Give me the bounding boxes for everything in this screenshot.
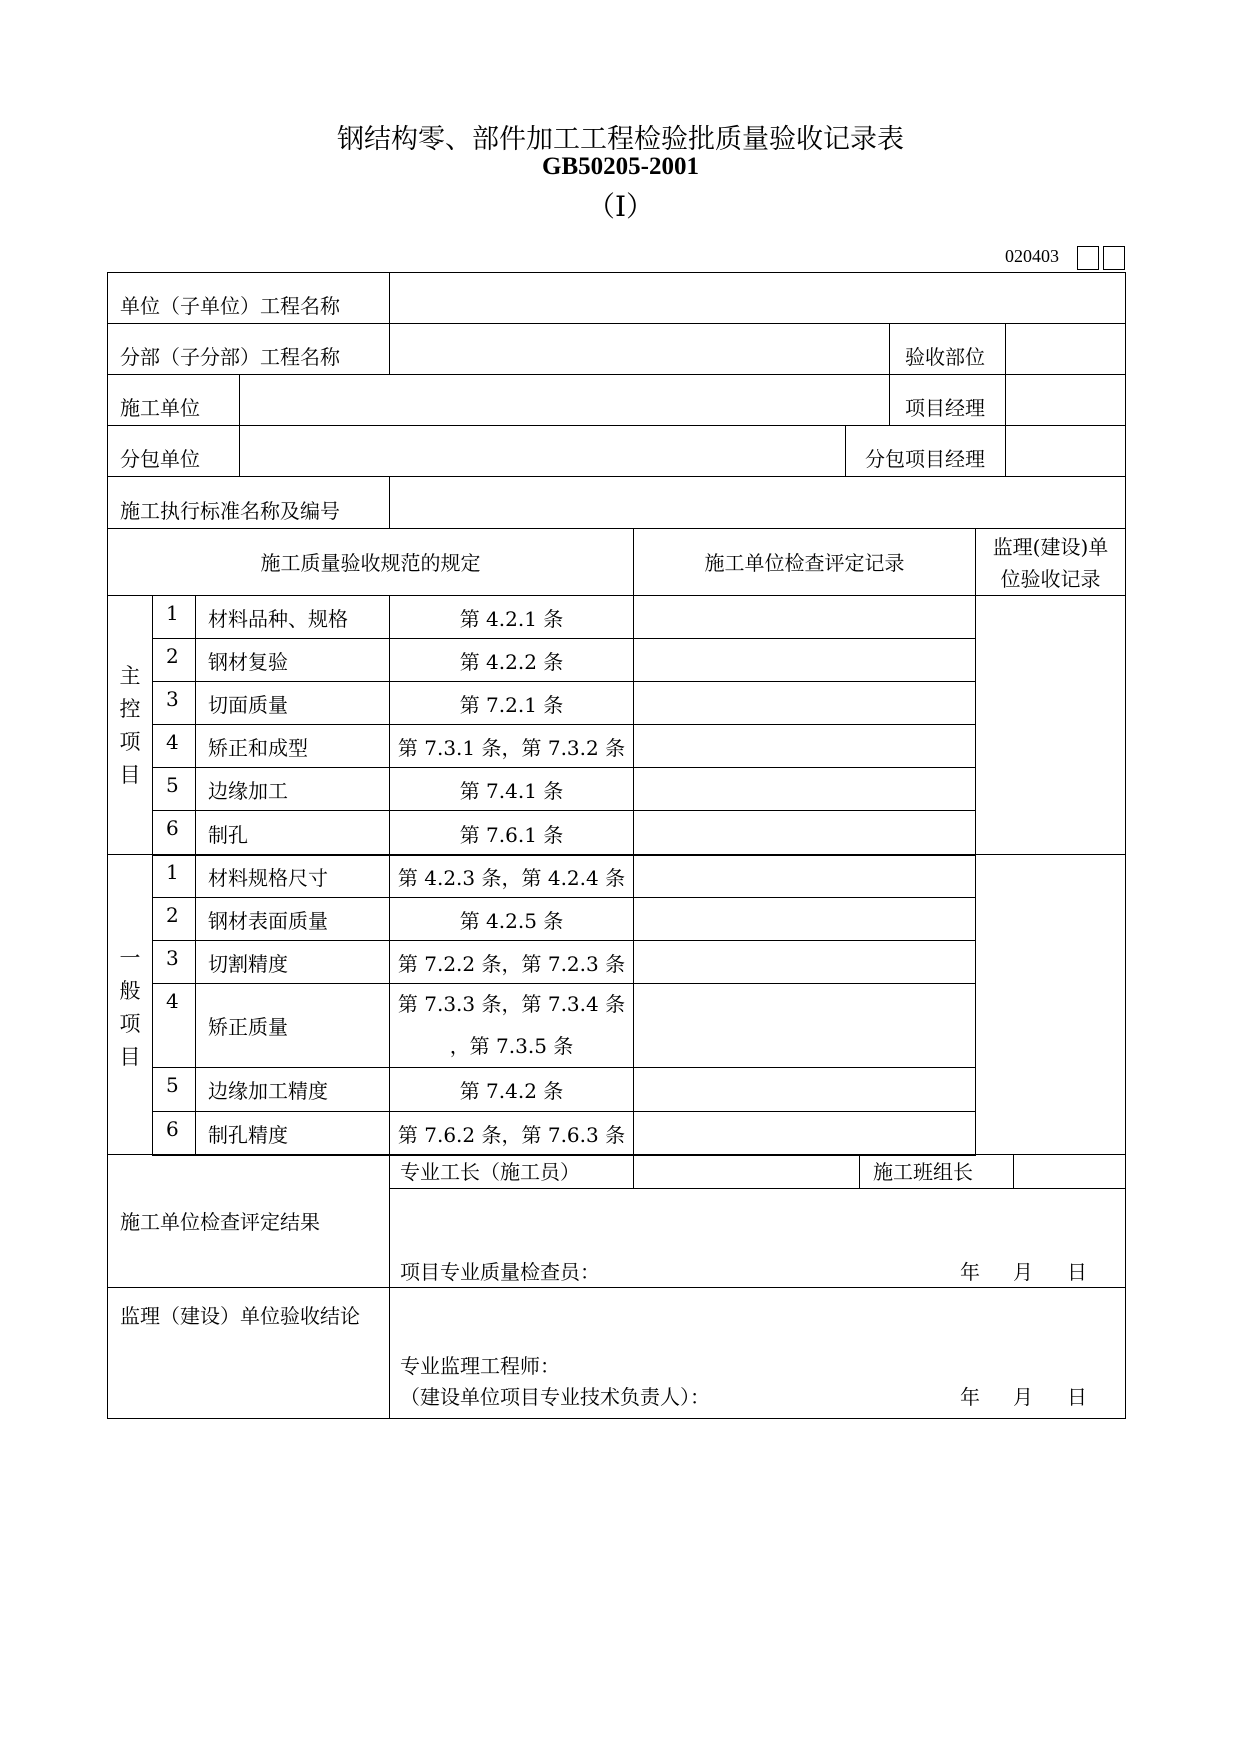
sub-project-label: 分部（子分部）工程名称	[120, 345, 340, 369]
construction-unit-label: 施工单位	[120, 396, 200, 420]
subcontract-manager-label: 分包项目经理	[865, 447, 985, 471]
main-item-row-record[interactable]	[633, 638, 976, 682]
owner-tech-lead-label: （建设单位项目专业技术负责人）：	[400, 1385, 710, 1409]
main-group-char-2: 控	[119, 697, 141, 721]
main-item-row-no: 1	[166, 601, 179, 625]
main-item-row-name: 制孔	[208, 822, 248, 847]
general-item-row-record[interactable]	[633, 1111, 976, 1156]
foreman-label: 专业工长（施工员）	[400, 1160, 580, 1184]
spec-header: 施工质量验收规范的规定	[260, 551, 481, 575]
standard-code: GB50205-2001	[542, 153, 699, 180]
form-code: 020403	[1005, 246, 1059, 266]
general-item-row-record[interactable]	[633, 1067, 976, 1112]
main-item-row-record[interactable]	[633, 767, 976, 811]
general-item-row-clause: 第 4.2.5 条	[459, 908, 564, 933]
main-item-row-no: 5	[166, 773, 179, 797]
unit-project-value[interactable]	[389, 272, 1126, 324]
supervision-header-line1: 监理(建设)单	[992, 535, 1109, 559]
main-item-row-clause: 第 4.2.1 条	[459, 606, 564, 631]
date-day-2: 日	[1067, 1385, 1087, 1409]
team-leader-value[interactable]	[1013, 1154, 1126, 1189]
main-item-row-no: 3	[166, 687, 179, 711]
sub-project-value[interactable]	[389, 323, 890, 375]
general-group-char-3: 项	[119, 1012, 141, 1036]
date-month-1: 月	[1013, 1260, 1033, 1284]
general-item-row-name: 制孔精度	[208, 1123, 288, 1147]
main-item-row-record[interactable]	[633, 595, 976, 639]
main-item-row-no: 4	[166, 730, 179, 754]
main-item-row-record[interactable]	[633, 724, 976, 768]
general-item-row-clause: 第 7.3.3 条，第 7.3.4 条	[397, 992, 626, 1016]
main-group-char-4: 目	[119, 763, 141, 787]
main-group-char-1: 主	[119, 664, 141, 688]
main-item-row-no: 2	[166, 644, 179, 668]
project-manager-label: 项目经理	[905, 396, 985, 420]
main-item-row-no: 6	[166, 816, 179, 840]
general-group-char-1: 一	[119, 946, 141, 970]
main-item-row-name: 矫正和成型	[208, 735, 308, 760]
main-item-row-record[interactable]	[633, 810, 976, 856]
project-manager-value[interactable]	[1005, 374, 1126, 426]
main-item-row-name: 边缘加工	[208, 778, 288, 803]
general-item-row-no: 2	[166, 903, 179, 927]
form-title: 钢结构零、部件加工工程检验批质量验收记录表	[337, 124, 904, 155]
general-item-row-no: 4	[166, 989, 179, 1013]
subcontract-unit-value[interactable]	[239, 425, 846, 477]
subcontract-unit-label: 分包单位	[120, 447, 200, 471]
standard-name-value[interactable]	[389, 476, 1126, 529]
date-year-1: 年	[960, 1260, 980, 1284]
main-item-row-name: 切面质量	[208, 692, 288, 717]
standard-name-label: 施工执行标准名称及编号	[120, 499, 340, 523]
general-item-row-clause-line2: ，第 7.3.5 条	[449, 1034, 574, 1058]
general-item-row-no: 3	[166, 946, 179, 970]
main-items-supervision-cell[interactable]	[975, 595, 1126, 855]
subcontract-manager-value[interactable]	[1005, 425, 1126, 477]
main-item-row-clause: 第 7.2.1 条	[459, 692, 564, 717]
general-item-row-name: 切割精度	[208, 951, 288, 976]
main-item-row-clause: 第 4.2.2 条	[459, 649, 564, 674]
general-item-row-name: 钢材表面质量	[208, 908, 328, 933]
form-part: （Ⅰ）	[586, 190, 655, 223]
general-item-row-record[interactable]	[633, 897, 976, 941]
general-item-row-no: 1	[166, 860, 179, 884]
date-day-1: 日	[1067, 1260, 1087, 1284]
foreman-value[interactable]	[633, 1154, 860, 1189]
general-item-row-record[interactable]	[633, 940, 976, 984]
main-item-row-clause: 第 7.4.1 条	[459, 778, 564, 803]
general-item-row-name: 材料规格尺寸	[208, 865, 328, 890]
supervision-conclusion-label: 监理（建设）单位验收结论	[120, 1304, 360, 1328]
general-item-row-clause: 第 7.2.2 条，第 7.2.3 条	[397, 951, 626, 976]
record-header: 施工单位检查评定记录	[704, 551, 905, 575]
general-group-char-4: 目	[119, 1045, 141, 1069]
general-item-row-record[interactable]	[633, 983, 976, 1068]
supervision-header-line2: 位验收记录	[1000, 567, 1101, 591]
accept-part-label: 验收部位	[905, 345, 985, 369]
main-item-row-clause: 第 7.6.1 条	[459, 822, 564, 847]
main-item-row-record[interactable]	[633, 681, 976, 725]
general-item-row-clause: 第 7.6.2 条，第 7.6.3 条	[397, 1123, 626, 1147]
general-item-row-clause: 第 7.4.2 条	[459, 1079, 564, 1103]
general-item-row-no: 5	[166, 1073, 179, 1097]
general-group-char-2: 般	[119, 979, 141, 1003]
general-item-row-name: 矫正质量	[208, 1015, 288, 1039]
general-item-row-name: 边缘加工精度	[208, 1079, 328, 1103]
general-item-row-record[interactable]	[633, 854, 976, 898]
main-item-row-name: 钢材复验	[208, 649, 288, 674]
date-month-2: 月	[1013, 1385, 1033, 1409]
general-item-row-no: 6	[166, 1117, 179, 1141]
date-year-2: 年	[960, 1385, 980, 1409]
quality-inspector-label: 项目专业质量检查员：	[400, 1260, 600, 1284]
general-item-row-clause: 第 4.2.3 条，第 4.2.4 条	[397, 865, 626, 890]
construction-unit-value[interactable]	[239, 374, 890, 426]
general-items-supervision-cell[interactable]	[975, 854, 1126, 1155]
form-code-box-2[interactable]	[1103, 246, 1125, 270]
construction-result-label: 施工单位检查评定结果	[120, 1210, 320, 1234]
accept-part-value[interactable]	[1005, 323, 1126, 375]
form-code-box-1[interactable]	[1077, 246, 1099, 270]
main-group-char-3: 项	[119, 730, 141, 754]
main-item-row-name: 材料品种、规格	[208, 606, 348, 631]
unit-project-label: 单位（子单位）工程名称	[120, 294, 340, 318]
team-leader-label: 施工班组长	[873, 1160, 973, 1184]
supervision-engineer-label: 专业监理工程师：	[400, 1354, 560, 1378]
main-item-row-clause: 第 7.3.1 条，第 7.3.2 条	[397, 735, 626, 760]
